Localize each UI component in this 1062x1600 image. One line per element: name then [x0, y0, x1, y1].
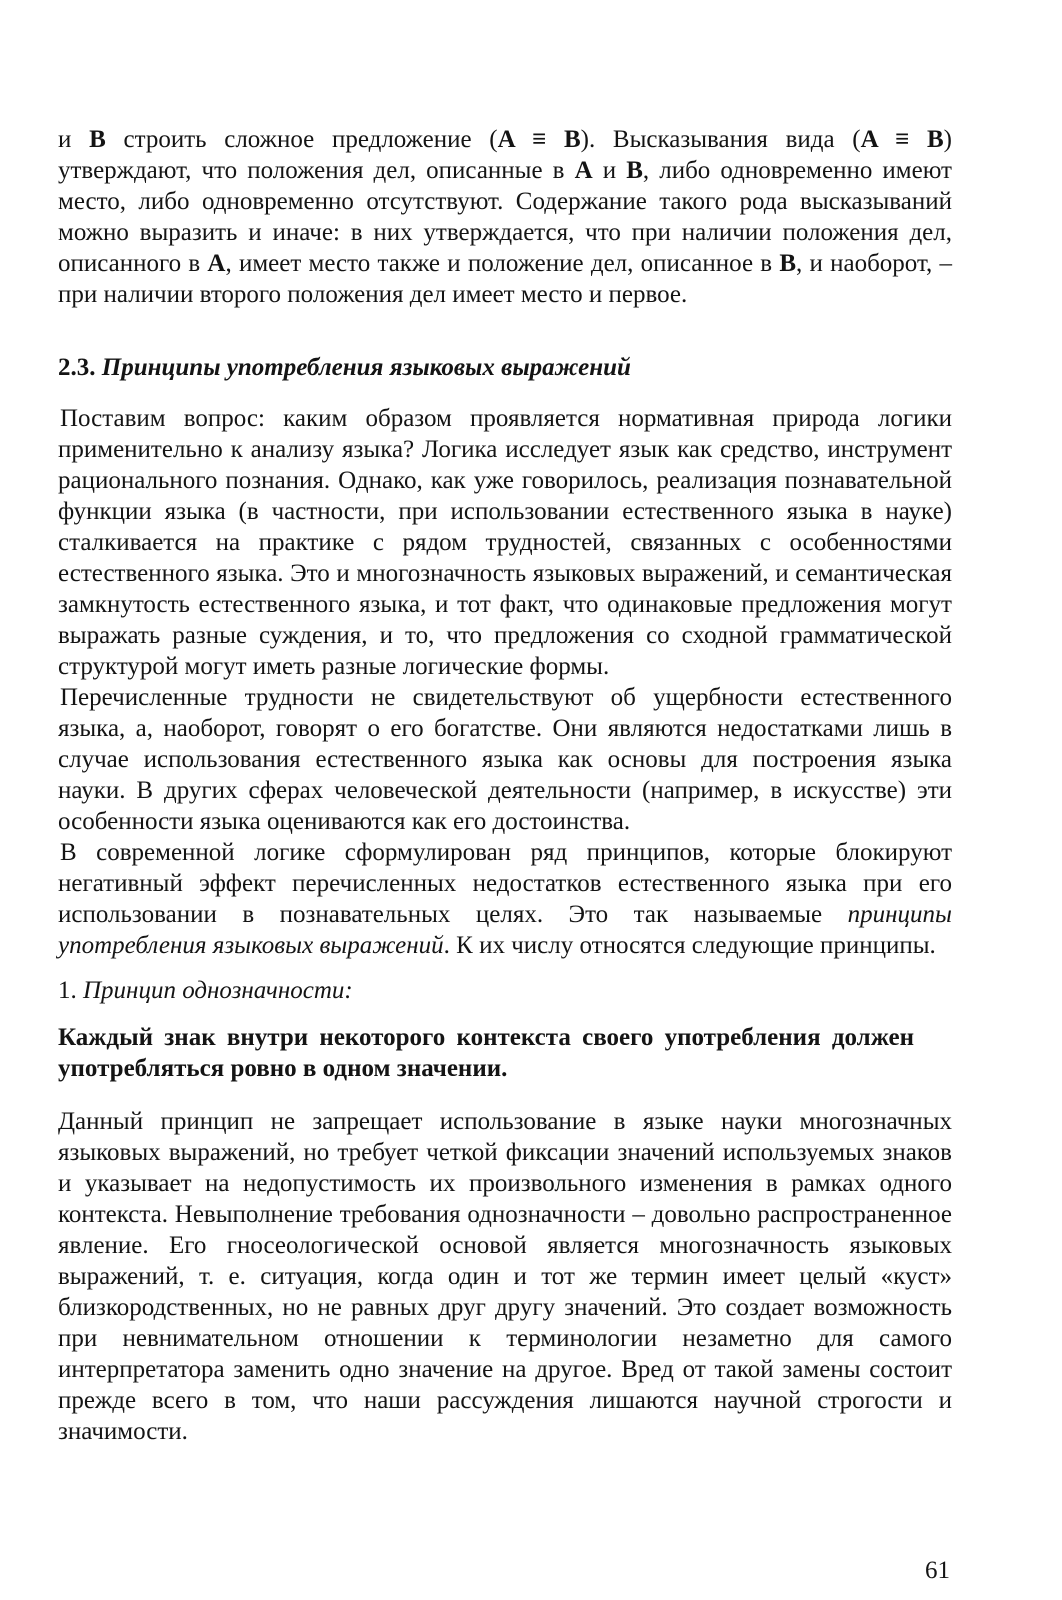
section-title: Принципы употребления языковых выражений — [101, 354, 631, 381]
intro-var-a: A — [574, 157, 593, 184]
principle-number: 1. — [58, 977, 77, 1004]
section-number: 2.3. — [58, 354, 96, 381]
intro-paragraph — [58, 124, 952, 310]
principle-explanation: Данный принцип не запрещает использование в языке науки многозначных языковых выражений, но требует четкой фиксации значений используемых знаков и указывает на недопустимость их произвольного изменения в рамках одного контекста. Невыполнение требования однозначности – довольно распространенное явление. Его гносеологической основой является многозначность языковых выражений, т. е. ситуация, когда один и тот же термин имеет целый «куст» близкородственных, но не равных друг другу значений. Это создает возможность при невнимательном отношении к терминологии незаметно для самого интерпретатора заменить одно значение на другое. Вред от такой замены состоит прежде всего в том, что наши рассуждения лишаются научной строгости и значимости. — [58, 1108, 952, 1445]
section-heading — [58, 352, 952, 383]
intro-formula: A ≡ B — [860, 126, 944, 153]
intro-text: , и наоборот, – при наличии второго положения дел имеет место и первое. — [58, 250, 953, 308]
intro-text: строить сложное предложение ( — [105, 126, 498, 153]
body-paragraph-1: Поставим вопрос: каким образом проявляется нормативная природа логики применительно к анализу языка? Логика исследует язык как средство, инструмент рационального познания. Однако, как уже говорилось, реализация познавательной функции языка (в частности, при использовании естественного языка в науке) сталкивается на практике с рядом трудностей, связанных с особенностями естественного языка. Это и многозначность языковых выражений, и семантическая замкнутость естественного языка, и тот факт, что одинаковые предложения могут выражать разные суждения, и то, что предложения со сходной грамматической структурой могут иметь разные логические формы. — [58, 405, 952, 680]
intro-text: и — [592, 157, 627, 184]
body-paragraph-3 — [58, 837, 952, 961]
intro-var-b: B — [89, 126, 106, 153]
principle-rule: Каждый знак внутри некоторого контекста своего употребления должен употребляться ровно в одном значении. — [58, 1024, 914, 1082]
intro-var-b: B — [626, 157, 643, 184]
intro-text: и — [58, 126, 90, 153]
intro-formula: A ≡ B — [497, 126, 581, 153]
intro-text: ) утверждают, что положения дел, описанные в — [58, 126, 952, 184]
intro-text: , имеет место также и положение дел, описанное в — [225, 250, 780, 277]
page-content — [58, 124, 952, 1447]
principle-label — [58, 975, 952, 1006]
term-emphasis: принципы употребления языковых выражений — [58, 901, 952, 959]
intro-text: , либо одновременно имеют место, либо одновременно отсутствуют. Содержание такого рода высказываний можно выразить и иначе: в них утверждается, что при наличии положения дел, описанного в — [58, 157, 952, 277]
intro-text: ). Высказывания вида ( — [580, 126, 861, 153]
section-body — [58, 403, 952, 961]
body-paragraph-2: Перечисленные трудности не свидетельствуют об ущербности естественного языка, а, наоборот, говорят о его богатстве. Они являются недостатками лишь в случае использования естественного языка как основы для построения языка науки. В других сферах человеческой деятельности (например, в искусстве) эти особенности языка оцениваются как его достоинства. — [58, 684, 952, 835]
intro-var-a: A — [207, 250, 226, 277]
intro-var-b: B — [779, 250, 797, 277]
principle-title: Принцип однозначности: — [83, 977, 353, 1004]
body-text: В современной логике сформулирован ряд принципов, которые блокируют негативный эффект перечисленных недостатков естественного языка при его использовании в познавательных целях. Это так называемые — [58, 839, 952, 928]
body-text: . К их числу относятся следующие принципы. — [443, 932, 936, 959]
page-number: 61 — [925, 1557, 950, 1584]
